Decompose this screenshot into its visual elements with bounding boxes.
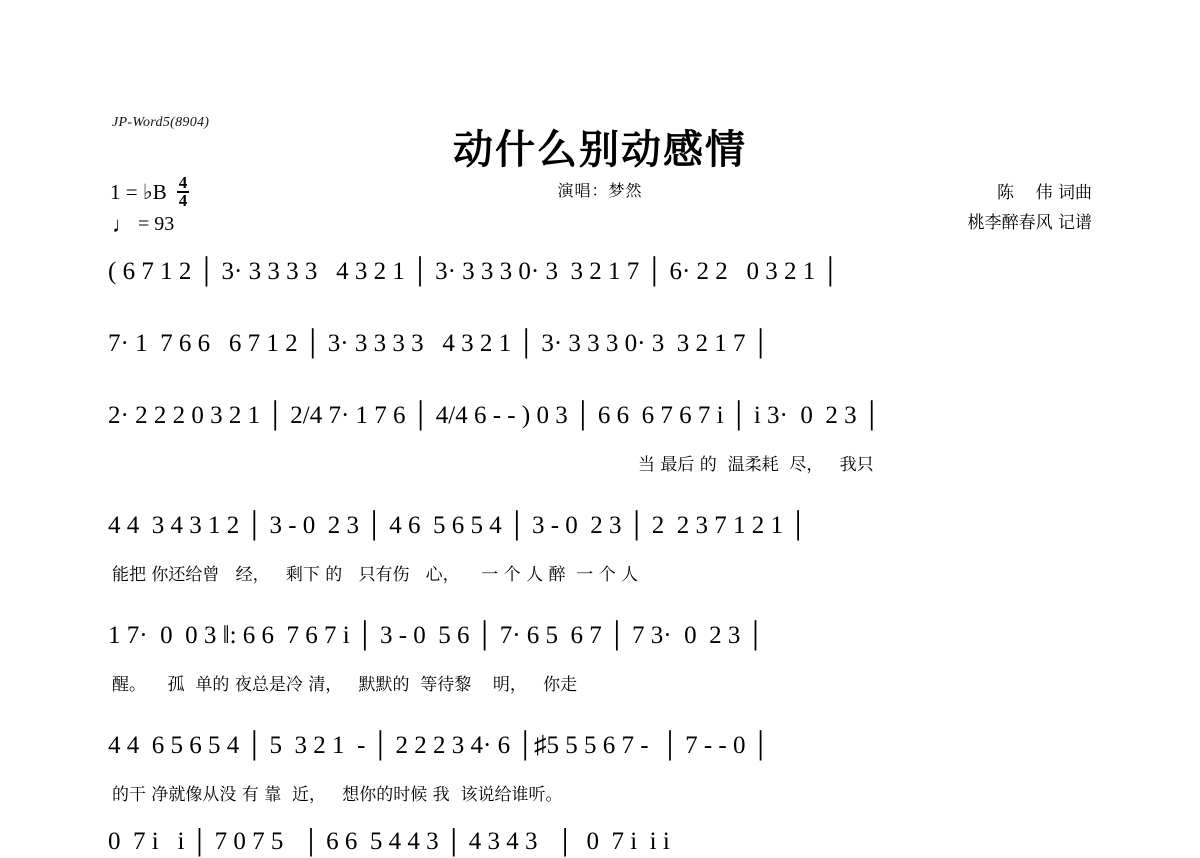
music-line-5-lyrics: 醒。 孤 单的 夜总是冷 清， 默默的 等待黎 明， 你走	[112, 675, 578, 695]
music-line-5	[108, 622, 1092, 696]
music-line-3-lyrics: 当 最后 的 温柔耗 尽， 我只	[638, 455, 874, 475]
singer-credit: 演唱：梦然	[557, 181, 643, 200]
music-line-6-lyrics: 的干 净就像从没 有 靠 近， 想你的时候 我 该说给谁听。	[112, 785, 563, 805]
page-title: 动什么别动感情	[453, 127, 747, 173]
music-line-3	[108, 402, 1092, 476]
catalog-id: JP-Word5(8904)	[112, 115, 210, 130]
music-line-6-notes: 4 4 6 5 6 5 4 │ 5 3 2 1 - │ 2 2 2 3 4· 6 │♯5 5 5 6 7 - │ 7 - - 0 │	[108, 732, 770, 759]
music-line-7	[108, 828, 1092, 858]
time-signature	[177, 175, 190, 209]
tempo-marking	[112, 213, 174, 236]
music-line-1	[108, 258, 1092, 332]
music-line-6	[108, 732, 1092, 806]
credits-block	[968, 178, 1092, 238]
music-line-5-notes: 1 7· 0 0 3 ‖: 6 6 7 6 7 i │ 3 - 0 5 6 │ 7· 6 5 6 7 │ 7 3· 0 2 3 │	[108, 622, 765, 649]
time-signature-denominator: 4	[178, 191, 188, 211]
music-line-7-notes: 0 7 i i │ 7 0 7 5 │ 6 6 5 4 4 3 │ 4 3 4 3 │ 0 7 i i i	[108, 828, 670, 855]
music-line-4-notes: 4 4 3 4 3 1 2 │ 3 - 0 2 3 │ 4 6 5 6 5 4 │ 3 - 0 2 3 │ 2 2 3 7 1 2 1 │	[108, 512, 807, 539]
music-line-1-notes: ( 6 7 1 2 │ 3· 3 3 3 3 4 3 2 1 │ 3· 3 3 3 0· 3 3 2 1 7 │ 6· 2 2 0 3 2 1 │	[108, 258, 840, 285]
credit-transcriber: 桃李醉春风 记谱	[967, 213, 1092, 233]
music-line-3-notes: 2· 2 2 2 0 3 2 1 │ 2/4 7· 1 7 6 │ 4/4 6 - - ) 0 3 │ 6 6 6 7 6 7 i │ i 3· 0 2 3 │	[108, 402, 881, 429]
key-signature-text: 1 = ♭B	[110, 179, 167, 204]
time-signature-numerator: 4	[178, 173, 188, 192]
credit-composer: 陈 伟 词曲	[996, 183, 1092, 203]
music-line-4-lyrics: 能把 你还给曾 经， 剩下 的 只有伤 心， 一 个 人 醉 一 个 人	[112, 565, 639, 585]
quarter-note-icon: ♩	[112, 211, 134, 237]
music-line-4	[108, 512, 1092, 586]
key-signature	[110, 175, 189, 209]
music-line-2	[108, 330, 1092, 404]
music-line-2-notes: 7· 1 7 6 6 6 7 1 2 │ 3· 3 3 3 3 4 3 2 1 │ 3· 3 3 3 0· 3 3 2 1 7 │	[108, 330, 770, 357]
tempo-value: = 93	[138, 213, 175, 235]
